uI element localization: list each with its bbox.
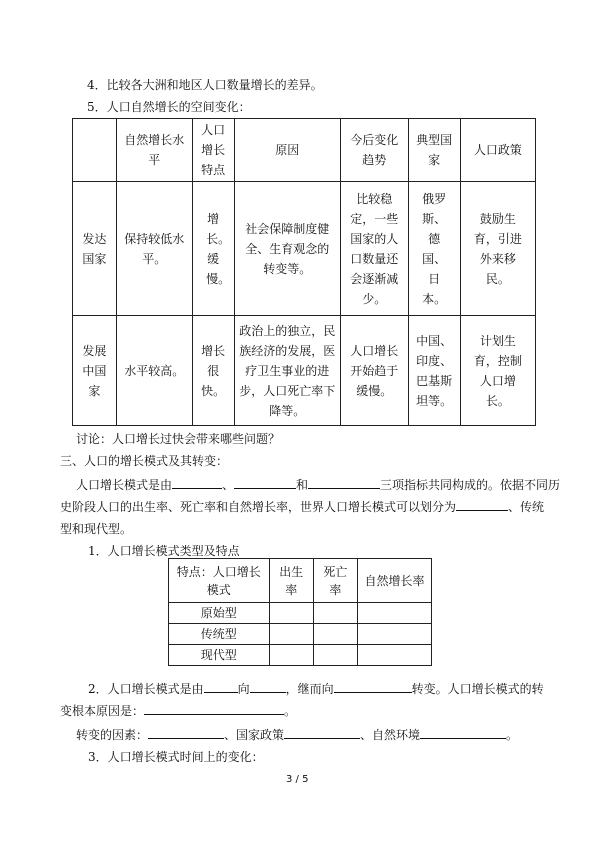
header-cell [192, 119, 234, 182]
page-number: 3 / 5 [286, 774, 309, 785]
header-cell [73, 119, 117, 182]
trait-cell [192, 182, 234, 316]
trend-cell [340, 182, 408, 316]
birth-rate-cell[interactable] [269, 603, 313, 624]
sub-3-heading: 3．人口增长模式时间上的变化： [88, 750, 264, 764]
level-cell [116, 182, 192, 316]
header-cell [357, 559, 431, 603]
sub2-text-a: 2．人口增长模式是由 [88, 682, 204, 696]
mode-cell: 现代型 [169, 645, 270, 666]
sub2-text-c: ，继而向 [285, 682, 334, 696]
sub-1-heading: 1．人口增长模式类型及特点 [88, 544, 240, 558]
section-3-heading: 三、人口的增长模式及其转变： [60, 454, 229, 468]
trait-developing: 增长很快。 [201, 343, 226, 398]
level-cell [116, 316, 192, 426]
region-cell [73, 316, 117, 426]
table-header-row [169, 559, 432, 603]
region-developed: 发达国家 [82, 231, 107, 266]
trait-developed: 增长。缓慢。 [206, 211, 231, 286]
sub-2-line1 [88, 680, 544, 698]
level-developing: 水平较高。 [124, 363, 185, 378]
countries-developing: 中国、印度、巴基斯坦等。 [416, 333, 453, 408]
reason-cell [234, 182, 340, 316]
factors-text-a: 转变的因素： [76, 728, 149, 742]
table-header-row [73, 119, 536, 182]
header-cell [460, 119, 535, 182]
item-5-heading: 5．人口自然增长的空间变化： [87, 100, 251, 114]
blank-to[interactable] [250, 680, 286, 693]
region-developing: 发展中国家 [82, 343, 107, 398]
policy-developing: 计划生育，控制人口增长。 [473, 333, 522, 408]
birth-rate-cell[interactable] [269, 624, 313, 645]
header-trait-mode: 特点：人口增长模式 [176, 564, 261, 597]
policy-cell [460, 316, 535, 426]
trend-developed: 比较稳定，一些国家的人口数量还会逐渐减少。 [350, 191, 399, 306]
header-cell [234, 119, 340, 182]
region-cell [73, 182, 117, 316]
header-typical-countries: 典型国家 [416, 133, 453, 167]
header-cell [313, 559, 357, 603]
header-death-rate: 死亡率 [323, 564, 348, 597]
header-birth-rate: 出生率 [279, 564, 304, 597]
blank-root-cause[interactable] [144, 702, 284, 715]
table-row [73, 182, 536, 316]
natural-growth-cell[interactable] [357, 645, 431, 666]
sub2-text-d: 转变。人口增长模式的转 [411, 682, 544, 696]
para2-text-a: 史阶段人口的出生率、死亡率和自然增长率，世界人口增长模式可以划分为 [60, 500, 457, 514]
factors-text-b: 、国家政策 [224, 728, 285, 742]
natural-growth-cell[interactable] [357, 603, 431, 624]
header-reason: 原因 [275, 143, 300, 157]
blank-then-to[interactable] [334, 680, 412, 693]
para1-text-b: 、 [222, 478, 235, 492]
death-rate-cell[interactable] [313, 645, 357, 666]
blank-from[interactable] [204, 680, 238, 693]
para1-text-a: 人口增长模式是由 [76, 478, 173, 492]
mode-cell: 原始型 [169, 603, 270, 624]
factors-text-c: 、自然环境 [360, 728, 421, 742]
death-rate-cell[interactable] [313, 603, 357, 624]
sub2-text-e: 变根本原因是： [60, 704, 145, 718]
countries-cell [408, 182, 460, 316]
birth-rate-cell[interactable] [269, 645, 313, 666]
natural-growth-cell[interactable] [357, 624, 431, 645]
header-cell [408, 119, 460, 182]
blank-indicator-3[interactable] [308, 476, 380, 489]
growth-mode-paragraph-line3: 型和现代型。 [60, 522, 133, 536]
header-future-trend: 今后变化趋势 [350, 133, 399, 167]
para1-text-d: 三项指标共同构成的。依据不同历 [380, 478, 561, 492]
blank-indicator-1[interactable] [172, 476, 222, 489]
countries-cell [408, 316, 460, 426]
header-cell [169, 559, 270, 603]
countries-developed: 俄罗斯、德国、日本。 [422, 191, 447, 306]
level-developed: 保持较低水平。 [124, 231, 185, 266]
reason-cell [234, 316, 340, 426]
table-row [169, 645, 432, 666]
discussion-text: 讨论：人口增长过快会带来哪些问题？ [76, 432, 281, 446]
table-row [169, 603, 432, 624]
item-4-text: 4．比较各大洲和地区人口数量增长的差异。 [87, 78, 323, 92]
blank-factor-2[interactable] [284, 726, 360, 739]
header-natural-growth-rate: 自然增长率 [364, 573, 425, 588]
policy-cell [460, 182, 535, 316]
blank-factor-3[interactable] [420, 726, 506, 739]
sub2-text-f: 。 [284, 704, 297, 718]
table-row [73, 316, 536, 426]
mode-cell: 传统型 [169, 624, 270, 645]
sub-2-line2 [60, 702, 296, 720]
trend-developing: 人口增长开始趋于缓慢。 [350, 343, 399, 398]
growth-mode-table [168, 558, 432, 666]
sub2-text-b: 向 [237, 682, 250, 696]
natural-growth-table [72, 118, 536, 426]
trait-cell [192, 316, 234, 426]
para2-text-b: 、传统 [508, 500, 545, 514]
blank-factor-1[interactable] [148, 726, 224, 739]
policy-developed: 鼓励生育，引进外来移民。 [473, 211, 522, 286]
para1-text-c: 和 [296, 478, 309, 492]
table-row [169, 624, 432, 645]
growth-mode-paragraph-line1 [76, 476, 560, 494]
trend-cell [340, 316, 408, 426]
reason-developed: 社会保障制度健全、生育观念的转变等。 [245, 221, 330, 276]
blank-indicator-2[interactable] [234, 476, 296, 489]
reason-developing: 政治上的独立，民族经济的发展，医疗卫生事业的进步，人口死亡率下降等。 [239, 323, 336, 418]
header-natural-growth-level: 自然增长水平 [124, 133, 185, 167]
header-cell [116, 119, 192, 182]
growth-mode-paragraph-line2 [60, 498, 544, 516]
blank-primitive-type[interactable] [456, 498, 508, 511]
factors-line [76, 726, 518, 744]
header-population-policy: 人口政策 [473, 143, 522, 157]
death-rate-cell[interactable] [313, 624, 357, 645]
factors-text-d: 。 [506, 728, 519, 742]
header-cell [269, 559, 313, 603]
header-cell [340, 119, 408, 182]
header-growth-trait: 人口增长特点 [201, 123, 226, 177]
